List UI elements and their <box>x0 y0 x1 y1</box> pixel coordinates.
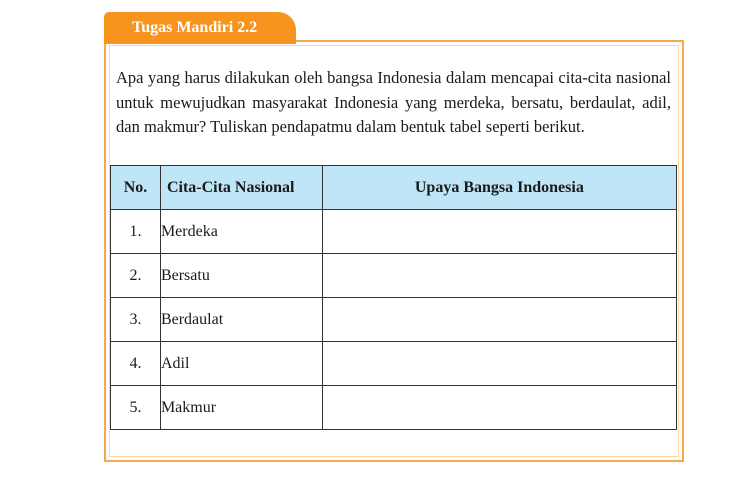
row-number: 5. <box>111 386 161 430</box>
row-upaya-cell <box>322 342 676 386</box>
task-title-tab: Tugas Mandiri 2.2 <box>104 12 296 44</box>
row-cita-cita: Bersatu <box>160 254 322 298</box>
table-row <box>111 298 677 342</box>
row-number: 2. <box>111 254 161 298</box>
table-header-row <box>111 166 677 210</box>
row-cita-cita: Berdaulat <box>160 298 322 342</box>
header-upaya-bangsa-indonesia: Upaya Bangsa Indonesia <box>322 166 676 210</box>
row-cita-cita: Adil <box>160 342 322 386</box>
row-number: 1. <box>111 210 161 254</box>
row-number: 3. <box>111 298 161 342</box>
table-row <box>111 254 677 298</box>
row-upaya-cell <box>322 254 676 298</box>
header-no: No. <box>111 166 161 210</box>
answer-table <box>110 165 677 430</box>
header-cita-cita-nasional: Cita-Cita Nasional <box>160 166 322 210</box>
row-upaya-cell <box>322 298 676 342</box>
table-row <box>111 342 677 386</box>
table-row <box>111 386 677 430</box>
row-number: 4. <box>111 342 161 386</box>
row-cita-cita: Merdeka <box>160 210 322 254</box>
row-upaya-cell <box>322 210 676 254</box>
table-row <box>111 210 677 254</box>
task-question: Apa yang harus dilakukan oleh bangsa Indonesia dalam mencapai cita-cita nasional untuk mewujudkan masyarakat Indonesia yang merdeka, bersatu, berdaulat, adil, dan makmur? Tuliskan pendapatmu dalam bentuk tabel seperti berikut. <box>116 68 671 136</box>
row-cita-cita: Makmur <box>160 386 322 430</box>
row-upaya-cell <box>322 386 676 430</box>
